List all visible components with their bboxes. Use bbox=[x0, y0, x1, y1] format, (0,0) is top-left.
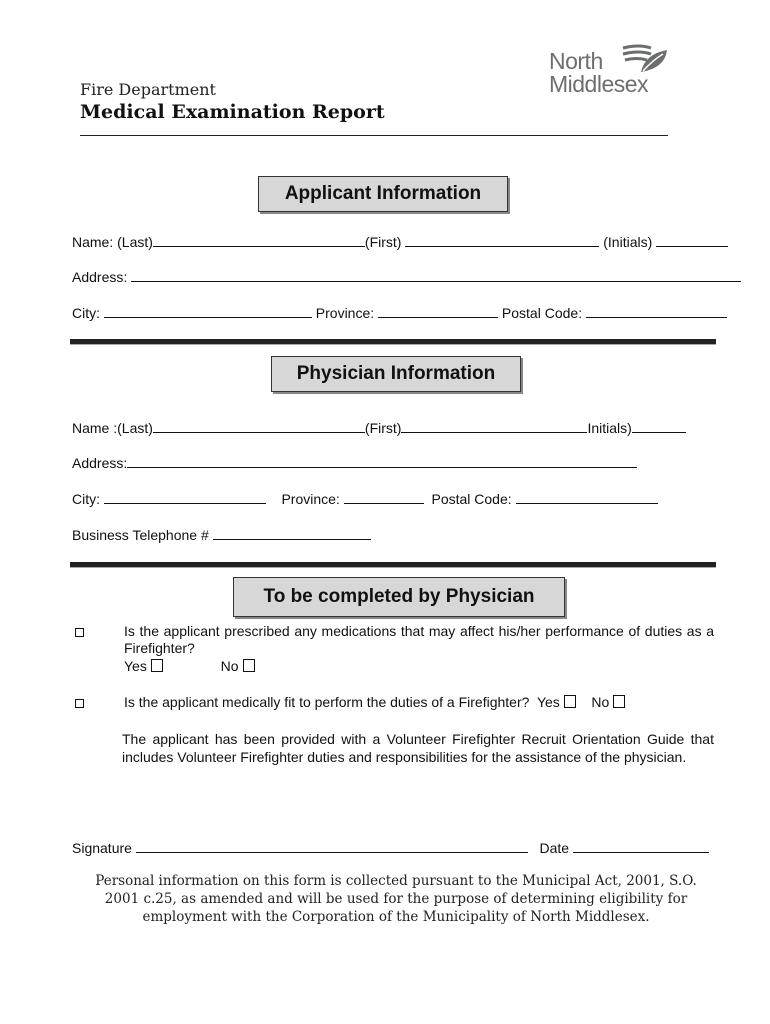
applicant-name-row bbox=[72, 231, 728, 251]
bullet-icon bbox=[75, 628, 84, 637]
physician-province-field[interactable] bbox=[344, 488, 424, 504]
physician-city-field[interactable] bbox=[104, 488, 266, 504]
applicant-city-field[interactable] bbox=[104, 302, 312, 318]
medications-no-checkbox[interactable] bbox=[243, 659, 255, 672]
physician-first-name-label: (First) bbox=[364, 420, 402, 436]
physician-city-row bbox=[72, 488, 658, 508]
applicant-province-label: Province: bbox=[315, 305, 375, 321]
applicant-province-field[interactable] bbox=[378, 302, 498, 318]
signature-label: Signature bbox=[72, 840, 132, 856]
physician-name-row bbox=[72, 417, 686, 437]
north-middlesex-logo bbox=[549, 44, 671, 100]
physician-section-title: Physician Information bbox=[271, 356, 521, 392]
page-title: Medical Examination Report bbox=[80, 101, 385, 123]
physician-address-label: Address: bbox=[72, 455, 128, 471]
bullet-icon bbox=[75, 699, 84, 708]
question-medications-text: Is the applicant prescribed any medications that may affect his/her performance of duties as a Firefighter? bbox=[124, 623, 714, 656]
applicant-initials-label: (Initials) bbox=[603, 234, 653, 250]
question-medications-options bbox=[124, 658, 255, 675]
applicant-postal-label: Postal Code: bbox=[501, 305, 583, 321]
department-label: Fire Department bbox=[80, 80, 216, 99]
yes-label: Yes bbox=[124, 658, 147, 674]
applicant-last-name-field[interactable] bbox=[153, 231, 365, 247]
section-divider bbox=[70, 562, 716, 568]
logo-text-middlesex: Middlesex bbox=[549, 71, 649, 97]
completion-section-title: To be completed by Physician bbox=[233, 577, 565, 617]
date-field[interactable] bbox=[573, 837, 709, 853]
physician-last-name-field[interactable] bbox=[153, 417, 365, 433]
applicant-first-name-field[interactable] bbox=[405, 231, 599, 247]
physician-postal-field[interactable] bbox=[516, 488, 658, 504]
fit-yes-checkbox[interactable] bbox=[564, 695, 576, 708]
yes-label: Yes bbox=[536, 694, 560, 710]
question-medically-fit-text: Is the applicant medically fit to perform the duties of a Firefighter? bbox=[124, 694, 530, 710]
applicant-first-name-label: (First) bbox=[364, 234, 402, 250]
physician-phone-field[interactable] bbox=[213, 524, 371, 540]
fit-no-checkbox[interactable] bbox=[613, 695, 625, 708]
physician-initials-label: Initials) bbox=[587, 420, 632, 436]
section-divider bbox=[70, 339, 716, 345]
no-label: No bbox=[591, 694, 610, 710]
applicant-initials-field[interactable] bbox=[656, 231, 728, 247]
question-medically-fit bbox=[124, 694, 625, 711]
physician-phone-label: Business Telephone # bbox=[72, 527, 209, 543]
signature-row bbox=[72, 837, 709, 857]
physician-city-label: City: bbox=[72, 491, 100, 507]
applicant-address-row bbox=[72, 266, 741, 286]
logo-text-north: North bbox=[549, 48, 603, 74]
applicant-last-name-label: Name: (Last) bbox=[72, 234, 153, 250]
applicant-section-title: Applicant Information bbox=[258, 176, 508, 212]
physician-province-label: Province: bbox=[281, 491, 340, 507]
privacy-notice: Personal information on this form is collected pursuant to the Municipal Act, 2001, S.O. 2001 c.25, as amended and will be used for the purpose of determining eligibility for employment with the Corporation of the Municipality of North Middlesex. bbox=[95, 873, 697, 925]
physician-last-name-label: Name :(Last) bbox=[72, 420, 153, 436]
no-label: No bbox=[220, 658, 239, 674]
physician-phone-row bbox=[72, 524, 371, 544]
applicant-address-label: Address: bbox=[72, 269, 128, 285]
physician-initials-field[interactable] bbox=[632, 417, 686, 433]
physician-address-field[interactable] bbox=[127, 452, 637, 468]
physician-address-row bbox=[72, 452, 637, 472]
applicant-city-label: City: bbox=[72, 305, 100, 321]
applicant-postal-field[interactable] bbox=[586, 302, 727, 318]
header-divider bbox=[80, 135, 668, 136]
physician-first-name-field[interactable] bbox=[401, 417, 587, 433]
medications-yes-checkbox[interactable] bbox=[151, 659, 163, 672]
applicant-city-row bbox=[72, 302, 727, 322]
signature-field[interactable] bbox=[136, 837, 528, 853]
question-medications bbox=[124, 623, 714, 657]
orientation-guide-note: The applicant has been provided with a Volunteer Firefighter Recruit Orientation Guide that includes Volunteer Firefighter duties and responsibilities for the assistance of the physician. bbox=[122, 731, 714, 765]
date-label: Date bbox=[539, 840, 570, 856]
leaf-icon bbox=[621, 44, 671, 76]
applicant-address-field[interactable] bbox=[131, 266, 741, 282]
physician-postal-label: Postal Code: bbox=[431, 491, 512, 507]
